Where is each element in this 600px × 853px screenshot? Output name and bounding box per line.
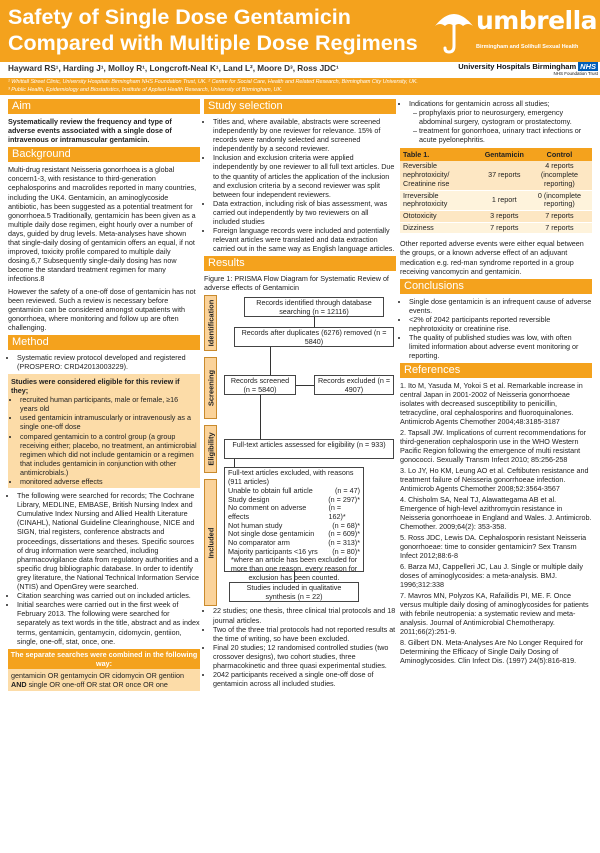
reference-item: 1. Ito M, Yasuda M, Yokoi S et al. Remarkable increase in central Japan in 2001-2002 of Neisseria gonorrhoeae isolates with decreased susceptibility to penicillin, tetracycline, oral cephalosporins and fluoroquinalones. Antimicrob Agents Chemother 2004;48:3185-3187 [400,381,583,427]
method-list-1 [8,353,200,371]
reference-item: 2. Tapsall JW. Implications of current recommendations for third-generation cephalosporin use in the WHO Western Pacific Region following the emergence of multi resistant gonococci. Sexually Transm Infect 2010; 85:256-258 [400,428,587,465]
aim-text: Systematically review the frequency and type of adverse events associated with a single dose of intravenous or intramuscular gentamicin. [8,117,172,145]
reference-item: 6. Barza MJ, Cappelleri JC, Lau J. Single or multiple daily doses of aminoglycosides: a meta-analysis. BMJ. 1996;312:338 [400,562,583,590]
excl-row: No comparator arm (n = 313)* [228,538,360,548]
conclusion-item: • <2% of 2042 participants reported reversible nephrotoxicity or creatinine rise. [409,315,592,333]
flow-excluded: Records excluded (n = 4907) [314,375,394,395]
eligibility-heading: Studies were considered eligible for this review if they; [11,377,180,396]
figure-caption: Figure 1: PRISMA Flow Diagram for Systematic Review of adverse effects of Gentamicin [204,274,389,293]
results-heading: Results [204,256,396,271]
nhs-badge: NHS [580,62,596,71]
logo-subtitle: Birmingham and Solihull Sexual Health [476,44,579,50]
eligibility-list [11,395,197,486]
excl-row: Unable to obtain full article (n = 47) [228,485,360,495]
umbrella-icon [432,2,476,60]
prisma-flow-diagram [204,295,396,606]
flow-arrow [260,395,261,439]
combined-line-2: single OR one-off OR stat OR once OR one [26,679,168,689]
results-list [204,606,396,688]
excl-note: *where an article has been excluded for more than one reason, every reason for exclusion has been counted. [230,555,358,582]
excl-row: Majority participants <16 yrs (n = 80)* [228,546,360,556]
table-header: Gentamicin [482,148,527,161]
eligibility-item: • used gentamicin intramuscularly or intravenously as a single one-off dose [20,413,197,431]
study-selection-heading: Study selection [204,99,396,114]
study-selection-item: • Data extraction, including risk of bias assessment, was carried out independently by two reviewers on all included studies [213,199,396,226]
table-header: Table 1. [400,148,482,161]
indications-subitem: – treatment for gonorrhoea, urinary tract infections or acute pyelonephritis. [419,126,592,144]
indications-sublist [409,108,592,144]
umbrella-logo [432,2,600,62]
table-row: Irreversible nephrotoxicity 1 report 0 (incomplete reporting) [400,190,592,210]
eligibility-box [8,374,200,488]
title-line-2: Compared with Multiple Dose Regimens [8,31,418,55]
eligibility-item: • recruited human participants, male or female, ≥16 years old [20,395,197,413]
method-item: • Citation searching was carried out on included articles. [17,591,200,600]
table-header: Control [527,148,592,161]
column-3 [400,99,592,667]
title-line-1: Safety of Single Dose Gentamicin [8,5,351,29]
references-list [400,381,592,665]
conclusions-heading: Conclusions [400,279,592,294]
affiliation-line-1: ¹ Whittall Street Clinic, University Hospitals Birmingham NHS Foundation Trust, UK. ² Centre for Social Care, Health and Related Research, Birmingham City University, UK. [8,79,418,85]
flow-identified: Records identified through database searching (n = 12116) [244,297,384,317]
indications-subitem: – prophylaxis prior to neurosurgery, emergency abdominal surgery, cystogram or prostatectomy. [419,108,592,126]
method-item: • The following were searched for records; The Cochrane Library, MEDLINE, EMBASE, British Nursing Index and Cumulative Index Nursing and Allied Health Literature (CINAHL), National Guideline Clearinghouse, NICE and SIGN, trial registers, conference abstracts and proceedings, dissertations and theses. Specific sources of drug information were searched, including pharmacovigilance data from regulatory authorities and a specific drug bibliographic database. In order to identify grey literature, the National Technical Information Service (NTIS) and OpenGrey were searched. [17,491,200,591]
combined-search-terms [11,671,197,689]
study-selection-item: • Foreign language records were included and potentially relevant articles were translated and data extraction carried out in the same way as English language articles. [213,226,396,253]
combined-line-1: gentamicin OR gentamycin OR cidomycin OR gentiion [11,670,184,680]
authors-bar [0,62,600,78]
background-p1: Multi-drug resistant Neisseria gonorrhoea is a global concern1-3, with resistance to third-generation cephalosporins and macrolides reported in many countries, including the UK4. Gentamicin, an aminoglycoside antibiotic, has been suggested as a potential treatment for gonorrhoea.5 Traditionally, gentamicin has been given as a multiple daily dose regimen, eight hourly over a number of days, guided by drug levels. Meta-analyses have shown that single-daily dosing of gentamicin offers an equal, if not improved, toxicity profile compared to multiple daily dosing.6,7 Subsequently single-daily dosing has now become the standard treatment regimen for many infections.8 [8,165,197,284]
table-row: Reversible nephrotoxicity/ Creatinine rise 37 reports 4 reports (incomplete reporting) [400,161,592,190]
combined-heading: The separate searches were combined in the following way: [8,649,200,669]
table-1 [400,148,592,234]
flow-after-duplicates: Records after duplicates (6276) removed (n = 5840) [234,327,394,347]
study-selection-item: • Inclusion and exclusion criteria were applied independently by one reviewer to all full text articles. Due to the quantity of articles the application of the inclusion and exclusion criteria by a second reviewer was split between four independent reviewers. [213,153,396,198]
flow-fulltext: Full-text articles assessed for eligibility (n = 933) [224,439,394,459]
flow-arrow [296,385,314,386]
results-item: • Two of the three trial protocols had not reported results at the time of writing, so have been excluded. [213,625,396,643]
excl-row: Not human study (n = 68)* [228,520,360,530]
results-item: • Final 20 studies; 12 randomised controlled studies (two crossover designs), two cohort studies, three pharmacokinetic and three quasi experimental studies. [213,643,396,670]
aim-heading: Aim [8,99,200,114]
method-heading: Method [8,335,200,350]
column-1 [8,99,200,691]
flow-included: Studies included in qualitative synthesis (n = 22) [229,582,359,602]
table-row: Dizziness 7 reports 7 reports [400,222,592,234]
affiliation-line-2: ³ Public Health, Epidemiology and Biostatistics, Institute of Applied Health Research, University of Birmingham, UK. [8,87,283,93]
flow-arrow [314,317,315,327]
uhb-trust: NHS Foundation Trust [553,71,598,76]
background-heading: Background [8,147,200,162]
affiliations-bar [0,78,600,95]
study-selection-item: • Titles and, where available, abstracts were screened independently by one reviewer for relevance. 15% of records were randomly selected and screened independently by a second reviewer. [213,117,396,153]
combined-and: AND [11,679,27,689]
excl-row: Not single dose gentamicin (n = 609)* [228,529,360,539]
combined-search-box [8,649,200,691]
method-list-2 [8,491,200,646]
table-header-row [400,148,592,161]
indications-list [400,99,592,144]
reference-item: 3. Lo JY, Ho KM, Leung AO et al. Ceftibuten resistance and treatment failure of Neisseria gonorrhoeae infection. Antimicrob Agents Chemother 2008;52:3564-3567 [400,466,589,494]
uhb-name: University Hospitals Birmingham [458,62,577,71]
reference-item: 5. Ross JDC, Lewis DA. Cephalosporin resistant Neisseria gonorrhoeae: time to consider gentamicin? Sex Transm Infect 2012;88:6-8 [400,533,587,561]
results-item: • 2042 participants received a single one-off dose of gentamicin across all included studies. [213,670,396,688]
flow-arrow [294,572,295,582]
eligibility-item: • monitored adverse effects [20,477,197,486]
poster-header [0,0,600,62]
excl-title: Full-text articles excluded, with reasons (911 articles) [228,468,354,487]
flow-arrow [270,347,271,375]
reference-item: 4. Chisholm SA, Neal TJ, Alawattegama AB et al. Emergence of high-level azithromycin resistance in Neisseria gonorrhoeae in England and Wales. J. Antimicrob. Chemother. 2009;64(2): 353-358. [400,495,592,532]
stage-eligibility: Eligibility [204,425,217,473]
uhb-logo [438,62,598,76]
flow-screened: Records screened (n = 5840) [224,375,296,395]
authors: Hayward RS¹, Harding J¹, Molloy R¹, Longcroft-Neal K¹, Land L², Moore D³, Ross JDC¹ [8,64,339,73]
stage-identification: Identification [204,295,217,351]
reference-item: 7. Mavros MN, Polyzos KA, Rafailidis PI, ME. F. Once versus multiple daily dosing of aminoglycosides for patients with febrile neutropenia: a systematic review and meta-analysis. Journal of Antimicrobial Chemotherapy. 2011;66(2):251-9. [400,591,589,637]
column-2 [204,99,396,691]
results-item: • 22 studies; one thesis, three clinical trial protocols and 18 journal articles. [213,606,396,624]
conclusions-list [400,297,592,361]
method-item: • Systematic review protocol developed and registered (PROSPERO: CRD42013003229). [17,353,200,371]
reference-item: 8. Gilbert DN. Meta-Analyses Are No Longer Required for Determining the Efficacy of Single Daily Dosing of Aminoglycosides. Clin Infect Dis. (1997) 24(5):816-819. [400,638,583,666]
references-heading: References [400,363,592,378]
method-item: • Initial searches were carried out in the first week of February 2013. The following were searched for separately as text words in the title, abstract and as index terms, gentamicin, gentamycin, cidomycin, gentiion, single, one-off, stat, once, one. [17,600,200,645]
logo-word: umbrella [476,6,598,35]
excl-row: No comment on adverse effects (n = 162)* [228,503,346,521]
background-p2: However the safety of a one-off dose of gentamicin has not been reviewed. Such a review is necessary before gentamicin can be considered amongst outpatients with gonorrhoea, where monitoring and follow up are often challenging. [8,286,196,332]
other-events: Other reported adverse events were either equal between the groups, or a known adverse effect of an adjuvant medication e.g. red-man syndrome reported in a group receiving vancomycin and gentamicin. [400,239,584,276]
stage-included: Included [204,479,217,606]
conclusion-item: • The quality of published studies was low, with often limited information about adverse event monitoring or reporting. [409,333,592,360]
stage-screening: Screening [204,357,217,419]
study-selection-list [204,117,396,253]
flow-excluded-fulltext [224,467,364,582]
excl-row: Study design (n = 297)* [228,494,360,504]
conclusion-item: • Single dose gentamicin is an infrequent cause of adverse events. [409,297,592,315]
eligibility-item: • compared gentamicin to a control group (a group receiving either; placebo, no treatment, an antimicrobial regimen which did not include gentamicin or a regimen that includes gentamicin in conjunction with other antimicrobials.) [20,432,197,477]
table-row: Ototoxicity 3 reports 7 reports [400,210,592,222]
poster-title [8,4,428,56]
indications-item: • Indications for gentamicin across all studies; – prophylaxis prior to neurosurgery, emergency abdominal surgery, cystogram or prostatectomy. – treatment for gonorrhoea, urinary tract infections or acute pyelonephritis. [409,99,592,144]
